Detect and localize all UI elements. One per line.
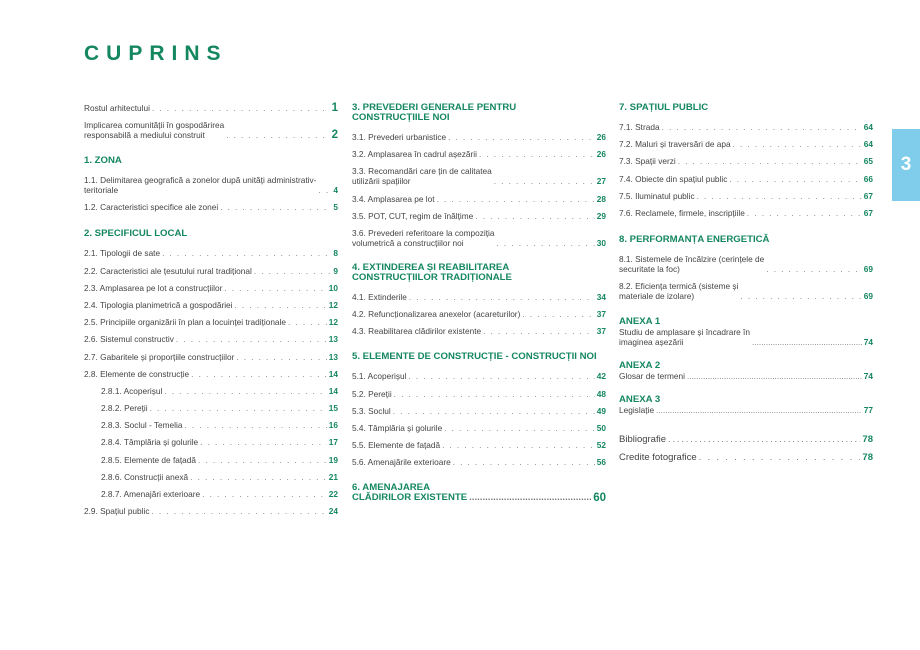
toc-entry[interactable]: 2.3. Amplasarea pe lot a construcțiilor . . . 10 bbox=[84, 283, 338, 293]
toc-entry[interactable]: 1.2. Caracteristici specifice ale zonei . . . 5 bbox=[84, 202, 338, 212]
toc-entry[interactable]: 7.6. Reclamele, firmele, inscripțiile . . . 67 bbox=[619, 208, 873, 218]
toc-entry[interactable]: 5.6. Amenajările exterioare . . . 56 bbox=[352, 457, 606, 467]
toc-subentry[interactable]: 2.8.1. Acoperișul . . . 14 bbox=[84, 386, 338, 396]
section-heading-spatiul: 7. SPAȚIUL PUBLIC bbox=[619, 102, 709, 113]
section-heading-specific: 2. SPECIFICUL LOCAL bbox=[84, 228, 188, 240]
section-heading-elemente: 5. ELEMENTE DE CONSTRUCȚIE - CONSTRUCȚII NOI bbox=[352, 351, 597, 363]
toc-column-1 bbox=[84, 103, 338, 523]
annex-3-heading: ANEXA 3 bbox=[619, 394, 661, 406]
toc-column-2 bbox=[352, 103, 606, 510]
annex-1-heading: ANEXA 1 bbox=[619, 316, 661, 328]
toc-entry[interactable]: 7.1. Strada . . . 64 bbox=[619, 122, 873, 132]
toc-entry[interactable]: Implicarea comunității în gospodărirea responsabilă a mediului construit . . . 2 bbox=[84, 120, 338, 140]
toc-entry[interactable]: 8.1. Sistemele de încălzire (cerințele de securitate la foc) . . . 69 bbox=[619, 254, 873, 274]
toc-subentry[interactable]: 2.8.5. Elemente de fațadă . . . 19 bbox=[84, 455, 338, 465]
toc-entry[interactable]: 2.4. Tipologia planimetrică a gospodăriei . . . 12 bbox=[84, 300, 338, 310]
toc-entry[interactable]: 4.3. Reabilitarea clădirilor existente . . . 37 bbox=[352, 326, 606, 336]
toc-column-3 bbox=[619, 103, 873, 470]
toc-entry[interactable]: 4.2. Refuncționalizarea anexelor (acareturilor) . . . 37 bbox=[352, 309, 606, 319]
section-heading-extindere: 4. EXTINDEREA ȘI REABILITAREA CONSTRUCȚIILOR TRADIȚIONALE bbox=[352, 261, 512, 283]
toc-entry[interactable]: 5.2. Pereții . . . 48 bbox=[352, 389, 606, 399]
toc-entry[interactable]: 3.6. Prevederi referitoare la compoziția volumetrică a construcțiilor noi . . . 30 bbox=[352, 228, 606, 248]
toc-entry-credite[interactable]: Credite fotografice . . . 78 bbox=[619, 453, 873, 463]
toc-entry[interactable]: 3.2. Amplasarea în cadrul așezării . . . 26 bbox=[352, 149, 606, 159]
toc-entry[interactable]: 5.3. Soclul . . . 49 bbox=[352, 406, 606, 416]
chapter-tab: 3 bbox=[892, 129, 920, 201]
toc-entry[interactable]: 1.1. Delimitarea geografică a zonelor după unități administrativ- teritoriale . . . 4 bbox=[84, 175, 338, 195]
toc-entry-annex-3[interactable]: Legislație ..... 77 bbox=[619, 405, 873, 415]
section-heading-performanta: 8. PERFORMANȚA ENERGETICĂ bbox=[619, 233, 770, 245]
toc-entry[interactable]: 2.8. Elemente de construcție . . . 14 bbox=[84, 369, 338, 379]
toc-entry-annex-1[interactable]: Studiu de amplasare și încadrare în imaginea așezării ..... 74 bbox=[619, 327, 873, 347]
toc-entry[interactable]: 3.1. Prevederi urbanistice . . . 26 bbox=[352, 132, 606, 142]
toc-subentry[interactable]: 2.8.2. Pereții . . . 15 bbox=[84, 403, 338, 413]
toc-entry[interactable]: 3.5. POT, CUT, regim de înălțime . . . 29 bbox=[352, 211, 606, 221]
toc-entry[interactable]: 5.4. Tâmplăria și golurile . . . 50 bbox=[352, 423, 606, 433]
toc-subentry[interactable]: 2.8.6. Construcții anexă . . . 21 bbox=[84, 472, 338, 482]
toc-entry-bibliografie[interactable]: Bibliografie ..... 78 bbox=[619, 435, 873, 445]
toc-entry[interactable]: 2.9. Spațiul public . . . 24 bbox=[84, 506, 338, 516]
toc-entry[interactable]: 7.4. Obiecte din spațiul public . . . 66 bbox=[619, 174, 873, 184]
toc-entry[interactable]: 7.3. Spații verzi . . . 65 bbox=[619, 156, 873, 166]
section-heading-prevederi: 3. PREVEDERI GENERALE PENTRU CONSTRUCȚIILE NOI bbox=[352, 102, 517, 123]
toc-entry[interactable]: 7.2. Maluri și traversări de apa . . . 64 bbox=[619, 139, 873, 149]
toc-entry[interactable]: 7.5. Iluminatul public . . . 67 bbox=[619, 191, 873, 201]
toc-subentry[interactable]: 2.8.4. Tâmplăria și golurile . . . 17 bbox=[84, 437, 338, 447]
toc-entry[interactable]: 4.1. Extinderile . . . 34 bbox=[352, 292, 606, 302]
page-title: CUPRINS bbox=[84, 42, 228, 65]
toc-entry[interactable]: 2.5. Principiile organizării în plan a locuinței tradiționale . . . 12 bbox=[84, 317, 338, 327]
toc-subentry[interactable]: 2.8.3. Soclul - Temelia . . . 16 bbox=[84, 420, 338, 430]
toc-entry[interactable]: 8.2. Eficiența termică (sisteme și materiale de izolare) . . . 69 bbox=[619, 281, 873, 301]
annex-2-heading: ANEXA 2 bbox=[619, 360, 661, 372]
toc-entry[interactable]: 2.1. Tipologii de sate . . . 8 bbox=[84, 248, 338, 258]
toc-entry[interactable]: 2.7. Gabaritele și proporțiile construcțiilor . . . 13 bbox=[84, 352, 338, 362]
toc-entry-annex-2[interactable]: Glosar de termeni ..... 74 bbox=[619, 371, 873, 381]
toc-entry[interactable]: 3.3. Recomandări care țin de calitatea utilizării spațiilor . . . 27 bbox=[352, 166, 606, 186]
toc-entry-amenajarea[interactable]: 6. AMENAJAREA CLĂDIRILOR EXISTENTE ..... 60 bbox=[352, 483, 606, 503]
toc-entry[interactable]: Rostul arhitectului . . . 1 bbox=[84, 103, 338, 113]
section-heading-zona: 1. ZONA bbox=[84, 155, 122, 167]
toc-subentry[interactable]: 2.8.7. Amenajări exterioare . . . 22 bbox=[84, 489, 338, 499]
toc-entry[interactable]: 3.4. Amplasarea pe lot . . . 28 bbox=[352, 194, 606, 204]
toc-entry[interactable]: 2.2. Caracteristici ale țesutului rural tradițional . . . 9 bbox=[84, 266, 338, 276]
toc-entry[interactable]: 5.5. Elemente de fațadă . . . 52 bbox=[352, 440, 606, 450]
toc-entry[interactable]: 5.1. Acoperișul . . . 42 bbox=[352, 371, 606, 381]
toc-entry[interactable]: 2.6. Sistemul constructiv . . . 13 bbox=[84, 334, 338, 344]
